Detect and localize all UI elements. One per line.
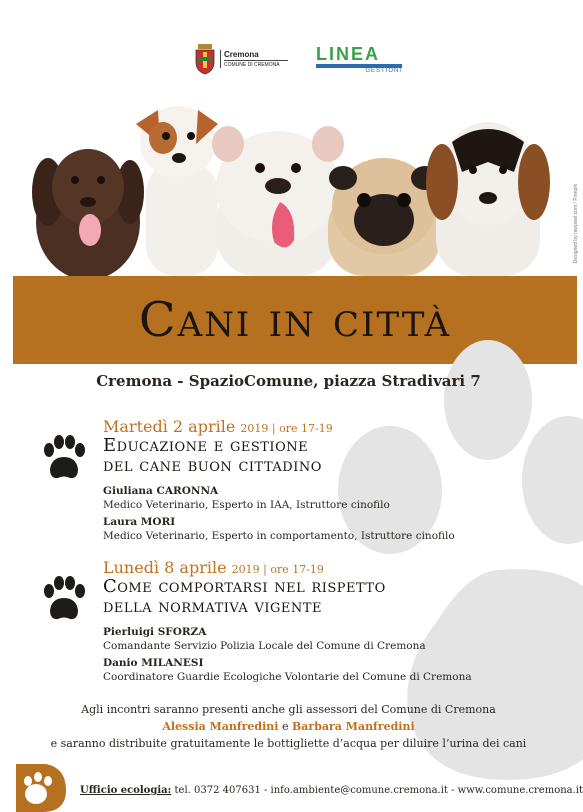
event-date-label: Martedì 2 aprile <box>103 417 236 436</box>
paw-icon <box>40 576 88 622</box>
event-title-line2: della normativa vigente <box>103 596 322 617</box>
event-title-line1: Come comportarsi nel rispetto <box>103 576 386 597</box>
speaker-role: Medico Veterinario, Esperto in comportamento, Istruttore cinofilo <box>103 530 455 542</box>
speaker-role: Coordinatore Guardie Ecologiche Volontarie del Comune di Cremona <box>103 671 472 683</box>
footer-label: Ufficio ecologia: <box>80 785 172 796</box>
dog-beagle <box>426 122 550 276</box>
event-date-label: Lunedì 8 aprile <box>103 558 227 577</box>
paw-icon <box>40 435 88 481</box>
ecology-office-logo-icon <box>16 764 66 812</box>
dog-bulldog <box>212 126 344 276</box>
closing-note <box>0 701 577 752</box>
header-logos <box>0 44 577 80</box>
event-time: 2019 | ore 17-19 <box>231 563 324 576</box>
linea-gestioni-logo <box>316 44 402 74</box>
dog-jack-russell <box>136 106 218 276</box>
speaker-list <box>103 484 543 543</box>
event-title-line2: del cane buon cittadino <box>103 455 322 476</box>
speaker-role: Comandante Servizio Polizia Locale del Comune di Cremona <box>103 640 426 652</box>
assessor-name: Alessia Manfredini <box>162 720 279 733</box>
note-line3: e saranno distribuite gratuitamente le bottigliette d’acqua per diluire l’urina dei cani <box>50 737 527 750</box>
cremona-logo-name: Cremona <box>224 50 259 59</box>
speaker-name: Pierluigi SFORZA <box>103 626 207 638</box>
note-line1: Agli incontri saranno presenti anche gli assessori del Comune di Cremona <box>81 703 496 716</box>
dog-pug <box>328 158 440 276</box>
footer <box>0 764 583 812</box>
speaker-role: Medico Veterinario, Esperto in IAA, Istruttore cinofilo <box>103 499 390 511</box>
event-time: 2019 | ore 17-19 <box>240 422 333 435</box>
dog-chocolate-lab <box>32 149 144 280</box>
event-venue: Cremona - SpazioComune, piazza Stradivari 7 <box>96 372 481 390</box>
linea-logo-name: LINEA <box>316 44 380 64</box>
comune-cremona-logo <box>194 44 288 74</box>
event-title-line1: Educazione e gestione <box>103 435 309 456</box>
photo-credit: Designed by rawpixel.com / Freepik <box>573 184 579 264</box>
speaker-name: Danio MILANESI <box>103 657 204 669</box>
footer-contacts-line <box>80 785 583 796</box>
event-date <box>103 558 543 577</box>
event-date <box>103 417 543 436</box>
assessor-name: Barbara Manfredini <box>291 720 415 733</box>
note-line2 <box>0 718 577 735</box>
cremona-logo-sub: COMUNE DI CREMONA <box>224 60 288 68</box>
puppies-photo <box>28 102 548 276</box>
note-conjunction: e <box>281 720 289 733</box>
linea-logo-sub: GESTIONI <box>365 68 402 74</box>
speaker-name: Laura MORI <box>103 516 176 528</box>
city-crest-icon <box>194 44 216 74</box>
speaker-list <box>103 625 543 684</box>
speaker-name: Giuliana CARONNA <box>103 485 219 497</box>
poster-title: Cani in città <box>138 292 452 348</box>
footer-contacts: tel. 0372 407631 - info.ambiente@comune.cremona.it - www.comune.cremona.it <box>174 785 583 796</box>
